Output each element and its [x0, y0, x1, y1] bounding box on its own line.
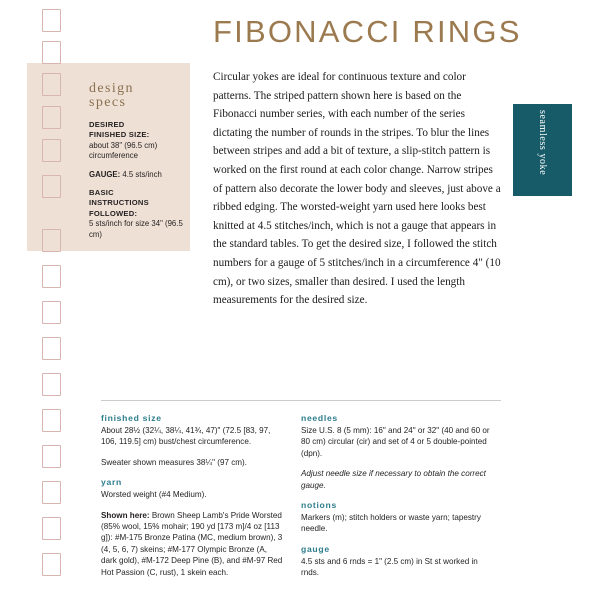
needles-body: Size U.S. 8 (5 mm): 16" and 24" or 32" (40 and 60 or 80 cm) circular (cir) and set of 4 or 5 double-pointed (dpn). [301, 426, 490, 458]
spec-gauge-value: 4.5 sts/inch [122, 169, 162, 179]
punch-square [42, 517, 61, 540]
yarn-shown-here-label: Shown here: [101, 510, 150, 520]
finished-size-heading: finished size [101, 413, 162, 423]
specs-column-right [301, 413, 497, 588]
finished-size-note: Sweater shown measures 38¼" (97 cm). [101, 457, 247, 467]
design-specs-heading [89, 82, 185, 109]
spec-desired-size-value: about 38" (96.5 cm) circumference [89, 140, 158, 161]
spec-gauge-line [89, 170, 185, 180]
spec-gauge [89, 170, 185, 180]
needles-note: Adjust needle size if necessary to obtain the correct gauge. [301, 469, 486, 490]
yarn-shown-here-body: Brown Sheep Lamb's Pride Worsted (85% wool, 15% mohair; 190 yd [173 m]/4 oz [113 g]): #M-175 Bronze Patina (MC, medium brown), 3 (4, 5, 6, 7) skeins; #M-177 Olympic Bronze (A, dark gold), #M-172 Deep Pine (B), and #M-97 Red Hot Passion (C, rust), 1 skein each. [101, 510, 283, 577]
page-title: FIBONACCI RINGS [213, 14, 522, 49]
side-tab-label: seamless yoke [537, 110, 548, 176]
spec-basic-label-2: INSTRUCTIONS [89, 198, 149, 208]
yarn-heading: yarn [101, 477, 122, 488]
punch-square [42, 481, 61, 504]
notions-heading: notions [301, 500, 337, 511]
notions-body: Markers (m); stitch holders or waste yarn; tapestry needle. [301, 513, 481, 534]
design-specs-heading-line1: design [89, 81, 134, 96]
needles-heading: needles [301, 413, 338, 423]
yarn-shown-here [101, 510, 283, 578]
punch-square [42, 445, 61, 468]
punch-square [42, 9, 61, 32]
spec-basic-value: 5 sts/inch for size 34" (96.5 cm) [89, 219, 183, 239]
punch-square [42, 265, 61, 288]
spec-basic-instructions [89, 188, 185, 240]
spec-desired-size-label-2: FINISHED SIZE: [89, 130, 150, 140]
yarn-body: Worsted weight (#4 Medium). [101, 490, 207, 500]
intro-paragraph: Circular yokes are ideal for continuous texture and color patterns. The striped pattern shown here is based on the Fibonacci number series, with each number of the series dictating the number of rounds in the stripes. To blur the lines between stripes and add a bit of texture, a slip-stitch pattern is worked on the first round at each color change. Narrow stripes of pattern also decorate the lower body and sleeves, just above a ribbed edging. The worsted-weight yarn used here looks best knitted at 4.5 stitches/inch, which is not a gauge that appears in the standard tables. To get the desired size, I followed the stitch numbers for a gauge of 5 stitches/inch in a circumference 4" (10 cm), or two sizes, smaller than desired. I used the length measurements for the desired size. [213, 71, 501, 307]
section-divider [101, 400, 501, 401]
design-specs-heading-line2: specs [89, 94, 127, 110]
spec-desired-finished-size [89, 120, 185, 162]
side-tab-seamless-yoke[interactable] [513, 104, 572, 196]
punch-square [42, 409, 61, 432]
spec-basic-label-3: FOLLOWED: [89, 208, 138, 218]
punch-square [42, 41, 61, 64]
spec-desired-size-label-1: DESIRED [89, 120, 125, 129]
punch-square [42, 301, 61, 324]
punch-square [42, 373, 61, 396]
gauge-heading: gauge [301, 543, 330, 554]
design-specs-content [89, 82, 185, 248]
spec-gauge-label: GAUGE: [89, 169, 121, 179]
gauge-body: 4.5 sts and 6 rnds = 1" (2.5 cm) in St st worked in rnds. [301, 556, 478, 578]
spec-basic-label-1: BASIC [89, 188, 114, 198]
finished-size-body: About 28½ (32¼, 38¼, 41¾, 47)" (72.5 [83, 97, 106, 119.5] cm) bust/chest circumference. [101, 426, 271, 447]
punch-square [42, 553, 61, 576]
punch-square [42, 337, 61, 360]
specs-column-left [101, 413, 283, 587]
